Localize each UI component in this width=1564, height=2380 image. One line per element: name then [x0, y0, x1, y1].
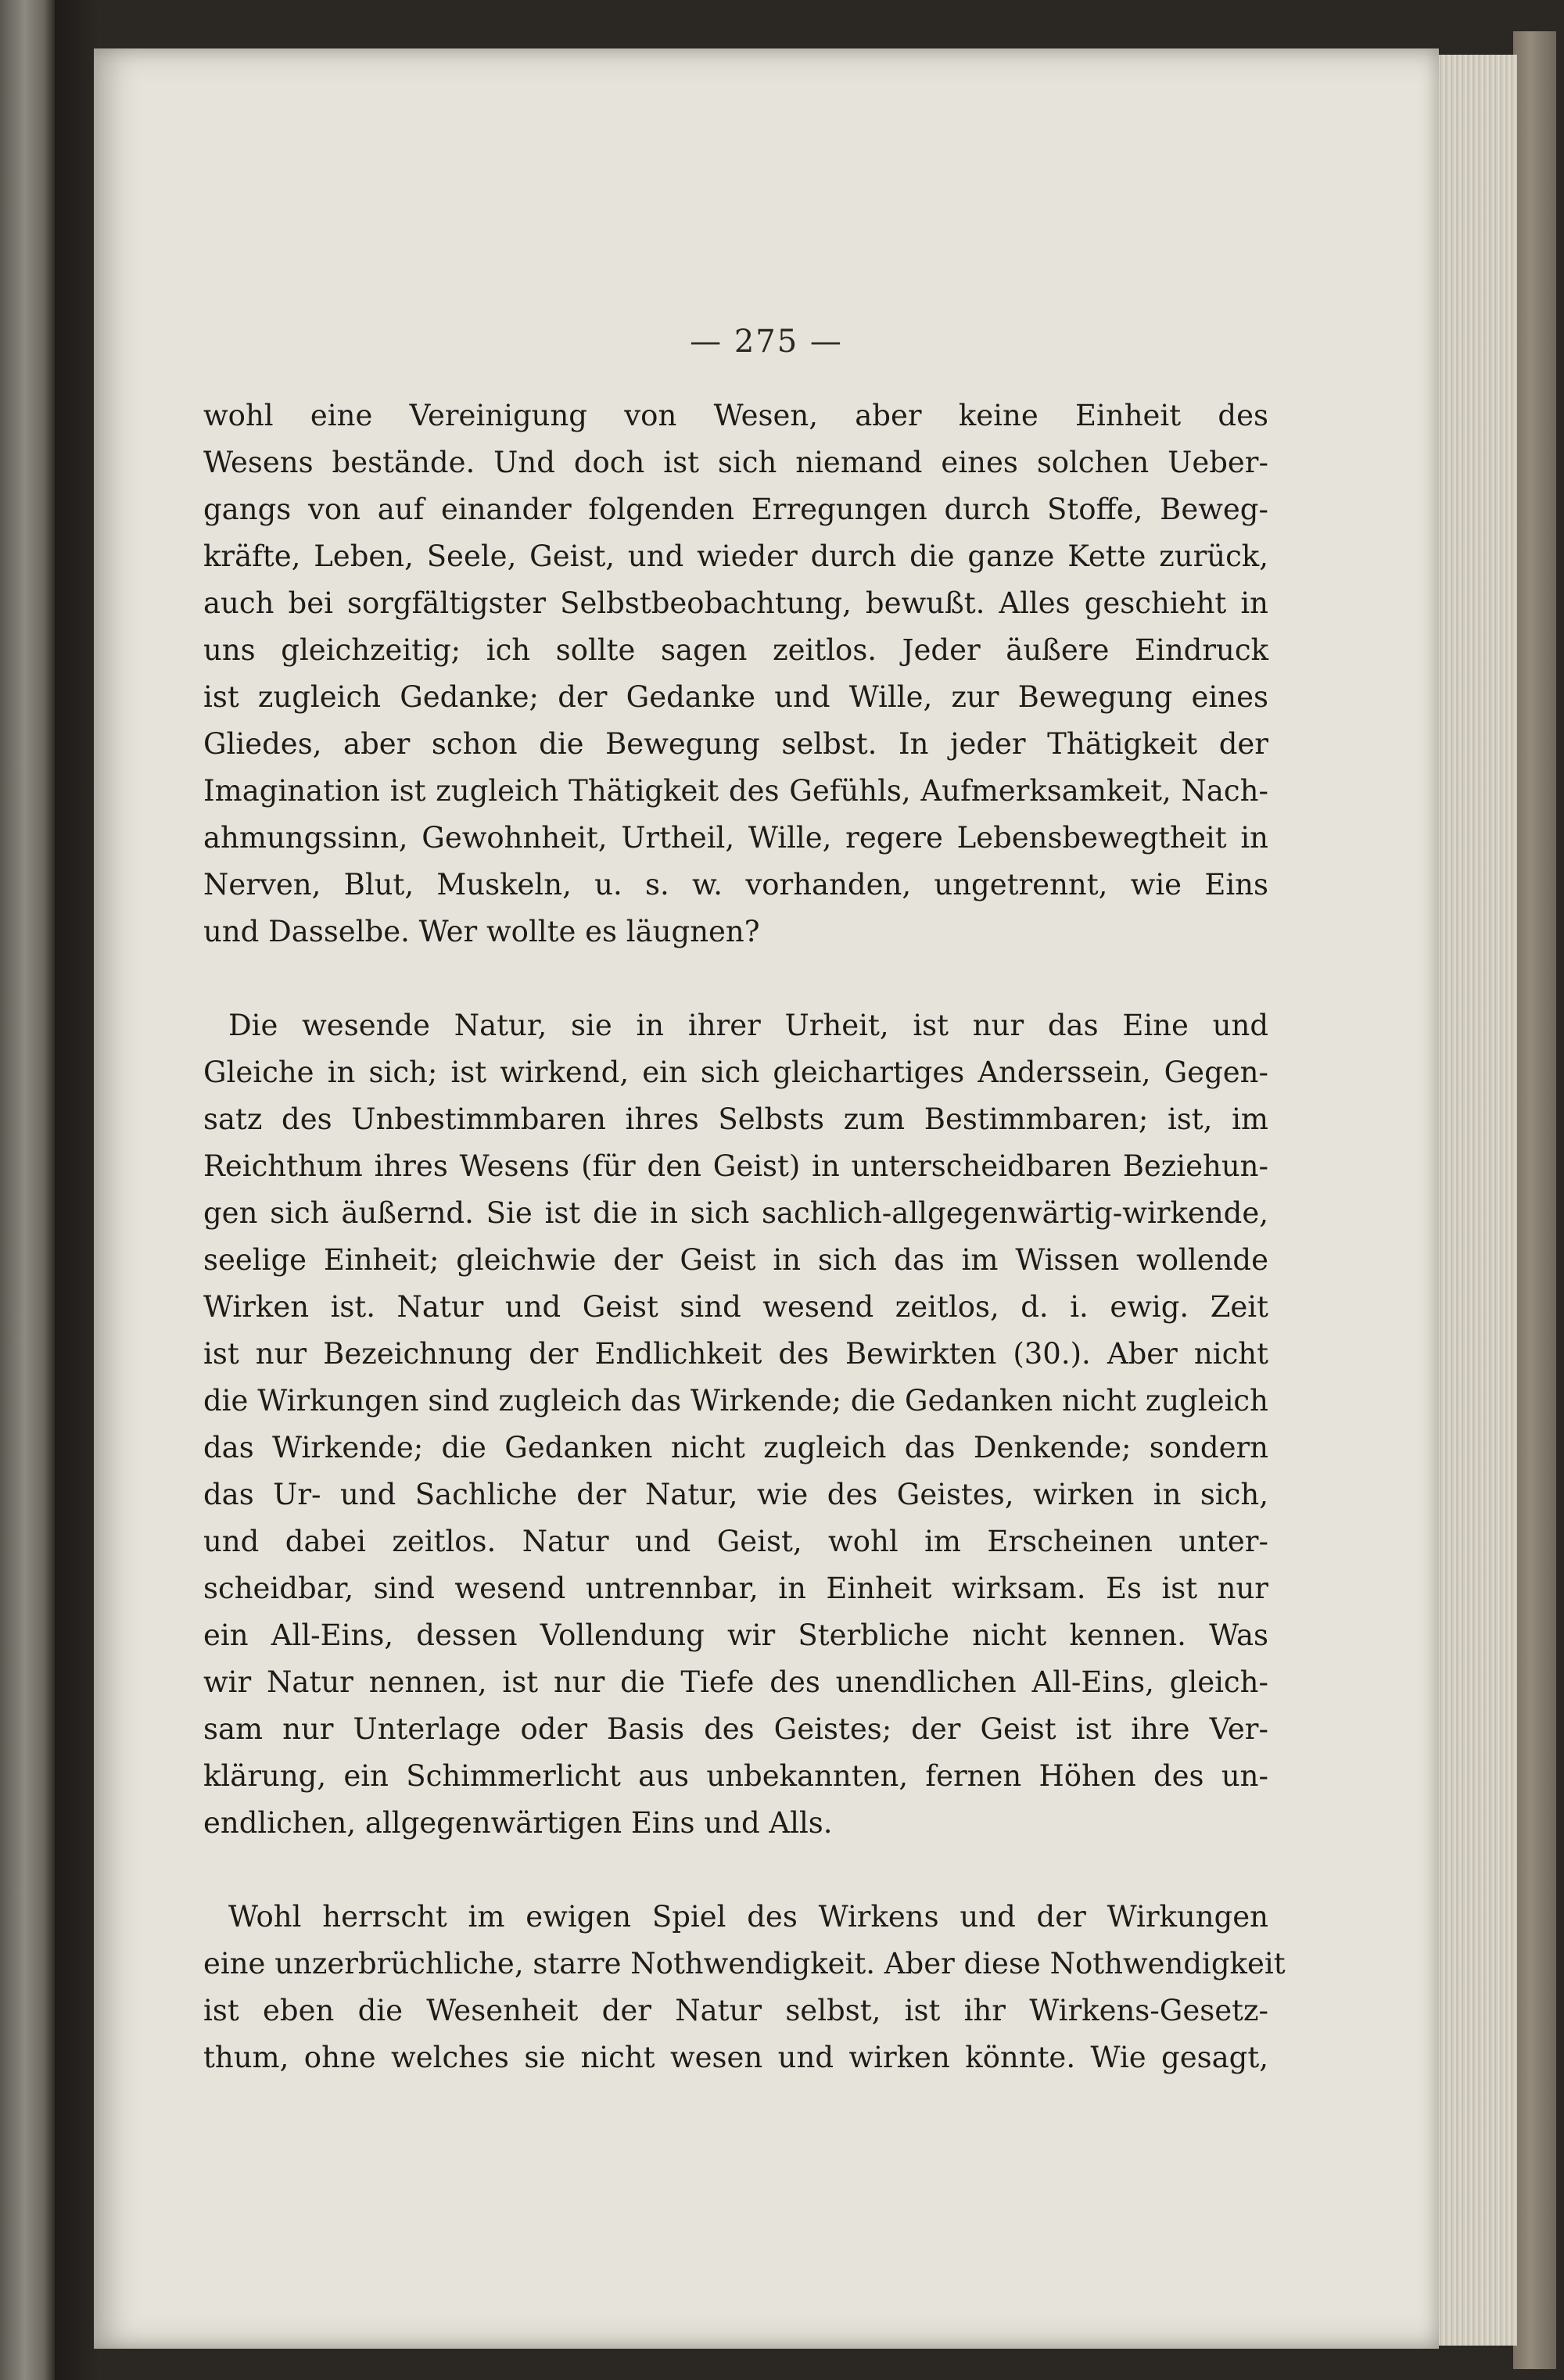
- text-line: auch bei sorgfältigster Selbstbeobachtung, bewußt. Alles geschieht in: [203, 586, 1268, 620]
- text-line: kräfte, Leben, Seele, Geist, und wieder durch die ganze Kette zurück,: [203, 539, 1268, 573]
- text-line: gen sich äußernd. Sie ist die in sich sachlich-allgegenwärtig-wirkende,: [203, 1196, 1268, 1230]
- text-line: ahmungssinn, Gewohnheit, Urtheil, Wille, regere Lebensbewegtheit in: [203, 821, 1268, 855]
- text-line: Imagination ist zugleich Thätigkeit des Gefühls, Aufmerksamkeit, Nach-: [203, 774, 1268, 808]
- text-line: ist eben die Wesenheit der Natur selbst, ist ihr Wirkens-Gesetz-: [203, 1994, 1268, 2027]
- page-stack-edges: [1431, 55, 1517, 2346]
- text-line: sam nur Unterlage oder Basis des Geistes; der Geist ist ihre Ver-: [203, 1712, 1268, 1746]
- text-line: und Dasselbe. Wer wollte es läugnen?: [203, 915, 760, 948]
- text-line: und dabei zeitlos. Natur und Geist, wohl im Erscheinen unter-: [203, 1525, 1268, 1558]
- text-line: die Wirkungen sind zugleich das Wirkende; die Gedanken nicht zugleich: [203, 1384, 1268, 1418]
- text-line: ein All-Eins, dessen Vollendung wir Sterbliche nicht kennen. Was: [203, 1618, 1268, 1652]
- text-line: ist zugleich Gedanke; der Gedanke und Wille, zur Bewegung eines: [203, 680, 1268, 714]
- book-page: [94, 48, 1439, 2349]
- text-line: Gleiche in sich; ist wirkend, ein sich gleichartiges Anderssein, Gegen-: [203, 1056, 1268, 1089]
- text-line: Wohl herrscht im ewigen Spiel des Wirkens und der Wirkungen: [228, 1900, 1268, 1934]
- text-line: gangs von auf einander folgenden Erregungen durch Stoffe, Beweg-: [203, 493, 1268, 526]
- text-line: Die wesende Natur, sie in ihrer Urheit, ist nur das Eine und: [228, 1009, 1268, 1042]
- text-line: Nerven, Blut, Muskeln, u. s. w. vorhanden, ungetrennt, wie Eins: [203, 868, 1268, 901]
- book-cover-edge: [1513, 31, 1556, 2369]
- text-line: wir Natur nennen, ist nur die Tiefe des unendlichen All-Eins, gleich-: [203, 1665, 1268, 1699]
- text-line: thum, ohne welches sie nicht wesen und wirken könnte. Wie gesagt,: [203, 2041, 1268, 2074]
- text-line: Wesens bestände. Und doch ist sich niemand eines solchen Ueber-: [203, 446, 1268, 479]
- text-line: satz des Unbestimmbaren ihres Selbsts zum Bestimmbaren; ist, im: [203, 1102, 1268, 1136]
- text-line: scheidbar, sind wesend untrennbar, in Einheit wirksam. Es ist nur: [203, 1572, 1268, 1605]
- text-line: eine unzerbrüchliche, starre Nothwendigkeit. Aber diese Nothwendigkeit: [203, 1947, 1286, 1980]
- text-line: Reichthum ihres Wesens (für den Geist) in unterscheidbaren Beziehun-: [203, 1149, 1268, 1183]
- text-line: das Wirkende; die Gedanken nicht zugleich das Denkende; sondern: [203, 1431, 1268, 1464]
- text-line: uns gleichzeitig; ich sollte sagen zeitlos. Jeder äußere Eindruck: [203, 633, 1268, 667]
- text-line: Wirken ist. Natur und Geist sind wesend zeitlos, d. i. ewig. Zeit: [203, 1290, 1268, 1324]
- left-page-edge: [0, 0, 55, 2380]
- text-line: ist nur Bezeichnung der Endlichkeit des Bewirkten (30.). Aber nicht: [203, 1337, 1268, 1371]
- text-line: das Ur- und Sachliche der Natur, wie des Geistes, wirken in sich,: [203, 1478, 1268, 1511]
- page-number: — 275 —: [690, 324, 843, 360]
- text-line: endlichen, allgegenwärtigen Eins und Alls.: [203, 1806, 833, 1840]
- text-line: klärung, ein Schimmerlicht aus unbekannten, fernen Höhen des un-: [203, 1759, 1268, 1793]
- text-line: wohl eine Vereinigung von Wesen, aber keine Einheit des: [203, 399, 1268, 432]
- text-line: Gliedes, aber schon die Bewegung selbst. In jeder Thätigkeit der: [203, 727, 1268, 761]
- text-line: seelige Einheit; gleichwie der Geist in sich das im Wissen wollende: [203, 1243, 1268, 1277]
